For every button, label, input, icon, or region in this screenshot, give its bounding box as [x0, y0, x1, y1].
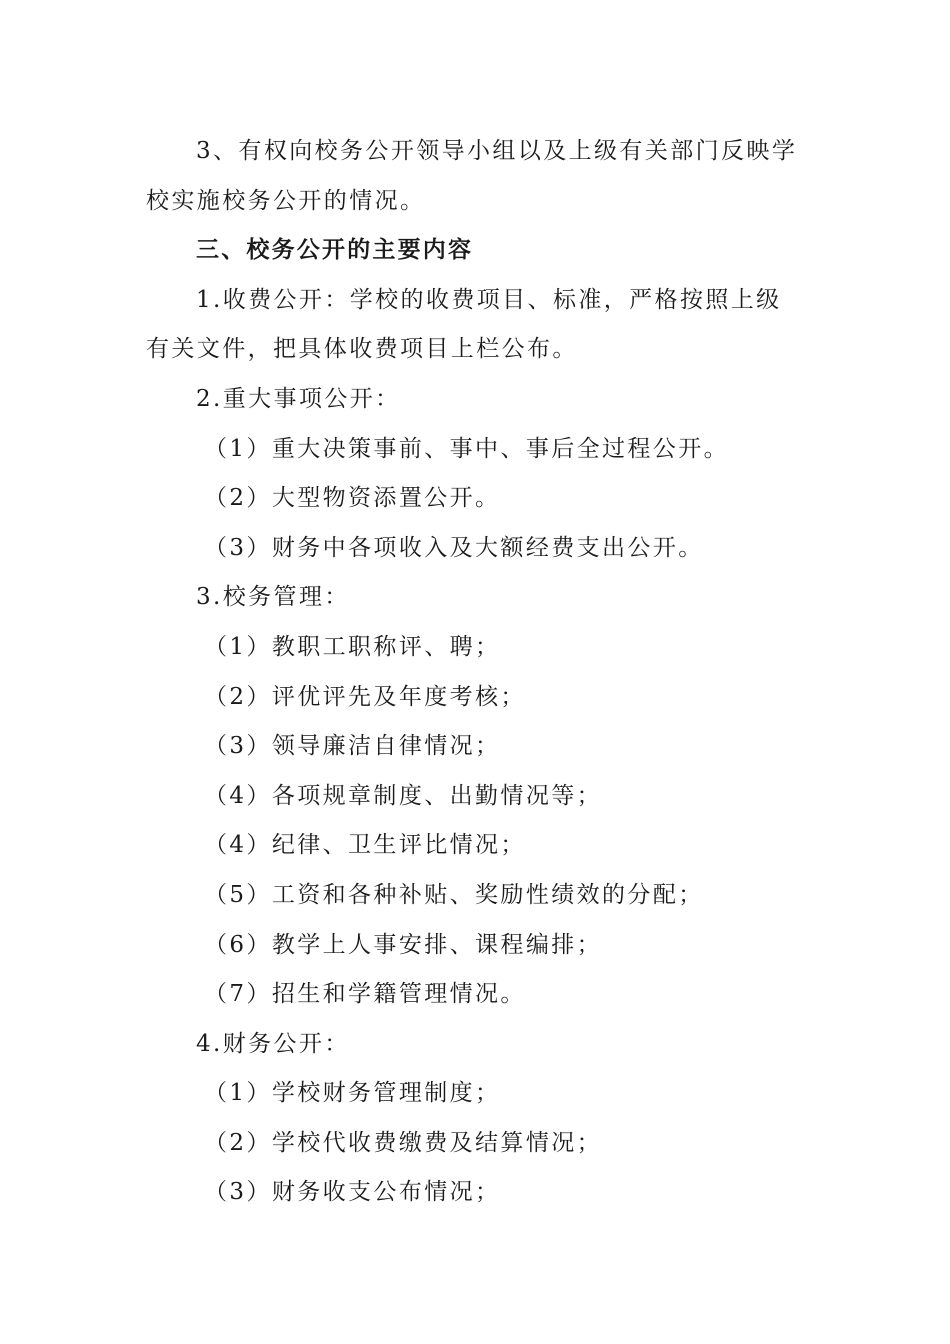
section-heading-main-content: 三、校务公开的主要内容: [196, 237, 474, 264]
subitem-discipline-hygiene: （4）纪律、卫生评比情况；: [204, 832, 526, 859]
subitem-income-expenditure: （3）财务中各项收入及大额经费支出公开。: [204, 534, 704, 561]
item-finance-disclosure: 4.财务公开：: [196, 1030, 350, 1057]
subitem-enrollment: （7）招生和学籍管理情况。: [204, 981, 526, 1008]
item-fee-disclosure-line-1: 1.收费公开：学校的收费项目、标准，严格按照上级: [196, 286, 782, 313]
paragraph-right-3-line-2: 校实施校务公开的情况。: [146, 187, 426, 214]
paragraph-right-3-line-1: 3、有权向校务公开领导小组以及上级有关部门反映学: [196, 138, 798, 164]
subitem-salary-allocation: （5）工资和各种补贴、奖励性绩效的分配；: [204, 881, 704, 908]
subitem-evaluation: （2）评优评先及年度考核；: [204, 683, 526, 710]
item-school-management: 3.校务管理：: [196, 584, 350, 611]
subitem-finance-publication: （3）财务收支公布情况；: [204, 1179, 501, 1206]
subitem-large-purchases: （2）大型物资添置公开。: [204, 485, 501, 512]
subitem-leadership-integrity: （3）领导廉洁自律情况；: [204, 733, 501, 760]
item-fee-disclosure-line-2: 有关文件，把具体收费项目上栏公布。: [146, 336, 578, 363]
subitem-finance-rules: （1）学校财务管理制度；: [204, 1080, 501, 1107]
subitem-major-decisions: （1）重大决策事前、事中、事后全过程公开。: [204, 435, 730, 462]
subitem-teaching-arrangement: （6）教学上人事安排、课程编排；: [204, 931, 603, 958]
document-body: [146, 127, 806, 1218]
subitem-staff-titles: （1）教职工职称评、聘；: [204, 633, 501, 660]
item-major-matters: 2.重大事项公开：: [196, 385, 401, 412]
subitem-rules-attendance: （4）各项规章制度、出勤情况等；: [204, 782, 603, 809]
subitem-fee-collection: （2）学校代收费缴费及结算情况；: [204, 1129, 603, 1156]
